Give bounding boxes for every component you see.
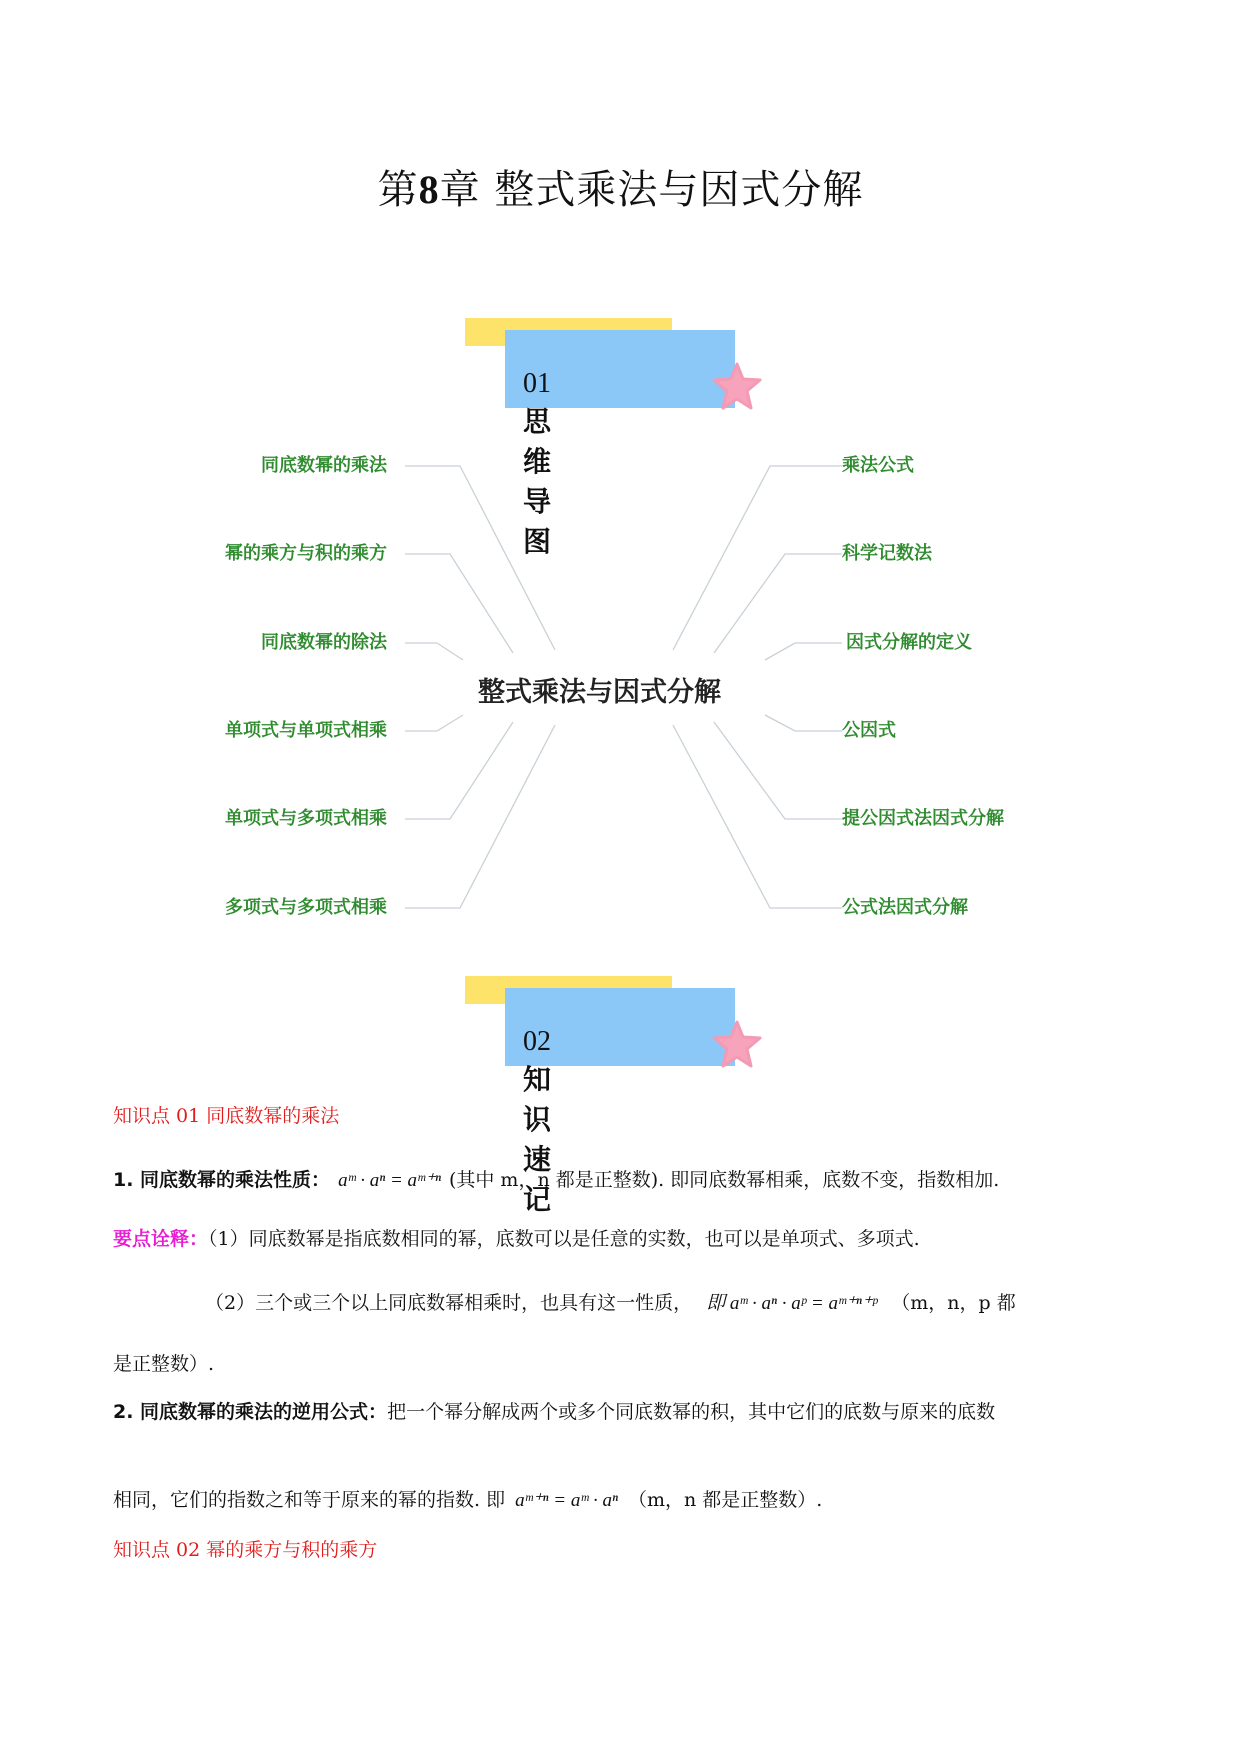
note-text: （2）三个或三个以上同底数幂相乘时，也具有这一性质，: [205, 1292, 693, 1314]
title-suffix: 章 整式乘法与因式分解: [439, 167, 864, 213]
formula: aᵐ · aⁿ = aᵐ⁺ⁿ: [338, 1170, 441, 1191]
formula: 即 aᵐ · aⁿ · aᵖ = aᵐ⁺ⁿ⁺ᵖ: [706, 1293, 878, 1314]
connector-left-5: [405, 722, 513, 819]
mindmap-node-left: 同底数幂的除法: [261, 632, 387, 653]
paragraph-note-2-cont: 是正整数）.: [113, 1353, 215, 1375]
mindmap-node-right: 科学记数法: [842, 543, 932, 564]
section-number: 01: [523, 368, 551, 399]
rule-label: 1. 同底数幂的乘法性质：: [113, 1169, 331, 1191]
paragraph-note-2: [205, 1290, 1016, 1317]
title-prefix: 第: [377, 167, 419, 213]
connector-left-3: [405, 643, 463, 660]
section-label: 知识速记: [523, 1063, 552, 1216]
mindmap-center: 整式乘法与因式分解: [478, 677, 721, 708]
note-text: （m，n，p 都: [891, 1292, 1016, 1314]
chapter-number: 8: [418, 167, 440, 212]
rule-label: 2. 同底数幂的乘法的逆用公式：: [113, 1401, 388, 1423]
connector-left-2: [405, 554, 513, 653]
rule-text: (其中 m，n 都是正整数). 即同底数幂相乘，底数不变，指数相加.: [448, 1169, 1000, 1191]
mindmap-node-right: 乘法公式: [842, 455, 914, 476]
connector-right-4: [765, 715, 842, 731]
note-text: （1）同底数幂是指底数相同的幂，底数可以是任意的实数，也可以是单项式、多项式.: [208, 1228, 920, 1250]
rule-text: 把一个幂分解成两个或多个同底数幂的积，其中它们的底数与原来的底数: [387, 1401, 996, 1423]
mindmap-node-right: 因式分解的定义: [846, 632, 972, 653]
knowledge-point-title: 知识点 02 幂的乘方与积的乘方: [113, 1539, 378, 1561]
paragraph-rule-2: [113, 1399, 995, 1425]
connector-left-4: [405, 715, 463, 731]
section-number: 02: [523, 1026, 551, 1057]
paragraph-rule-2-cont: [113, 1487, 822, 1514]
mindmap-node-left: 单项式与多项式相乘: [225, 808, 387, 829]
connector-left-6: [405, 725, 555, 908]
knowledge-point-title: 知识点 01 同底数幂的乘法: [113, 1105, 340, 1127]
rule-text: （m，n 都是正整数）.: [628, 1489, 823, 1511]
connector-left-1: [405, 466, 555, 650]
mindmap-node-left: 同底数幂的乘法: [261, 455, 387, 476]
connector-right-5: [714, 722, 842, 819]
mindmap-node-right: 提公因式法因式分解: [842, 808, 1004, 829]
mindmap-node-right: 公因式: [842, 720, 896, 741]
connector-right-3: [765, 643, 842, 660]
paragraph-rule-1: [113, 1167, 999, 1194]
paragraph-note-1: [113, 1226, 920, 1252]
connector-right-1: [673, 466, 842, 650]
connector-right-2: [714, 554, 842, 653]
star-icon: [711, 1020, 763, 1070]
mindmap-node-left: 幂的乘方与积的乘方: [225, 543, 387, 564]
mindmap-node-left: 多项式与多项式相乘: [225, 897, 387, 918]
formula: aᵐ⁺ⁿ = aᵐ · aⁿ: [515, 1490, 619, 1511]
connector-right-6: [673, 725, 842, 908]
mindmap-node-left: 单项式与单项式相乘: [225, 720, 387, 741]
note-label: 要点诠释：: [113, 1228, 209, 1250]
rule-text: 相同，它们的指数之和等于原来的幂的指数. 即: [113, 1489, 506, 1511]
mindmap-node-right: 公式法因式分解: [842, 897, 968, 918]
section-label: 思维导图: [523, 405, 552, 558]
